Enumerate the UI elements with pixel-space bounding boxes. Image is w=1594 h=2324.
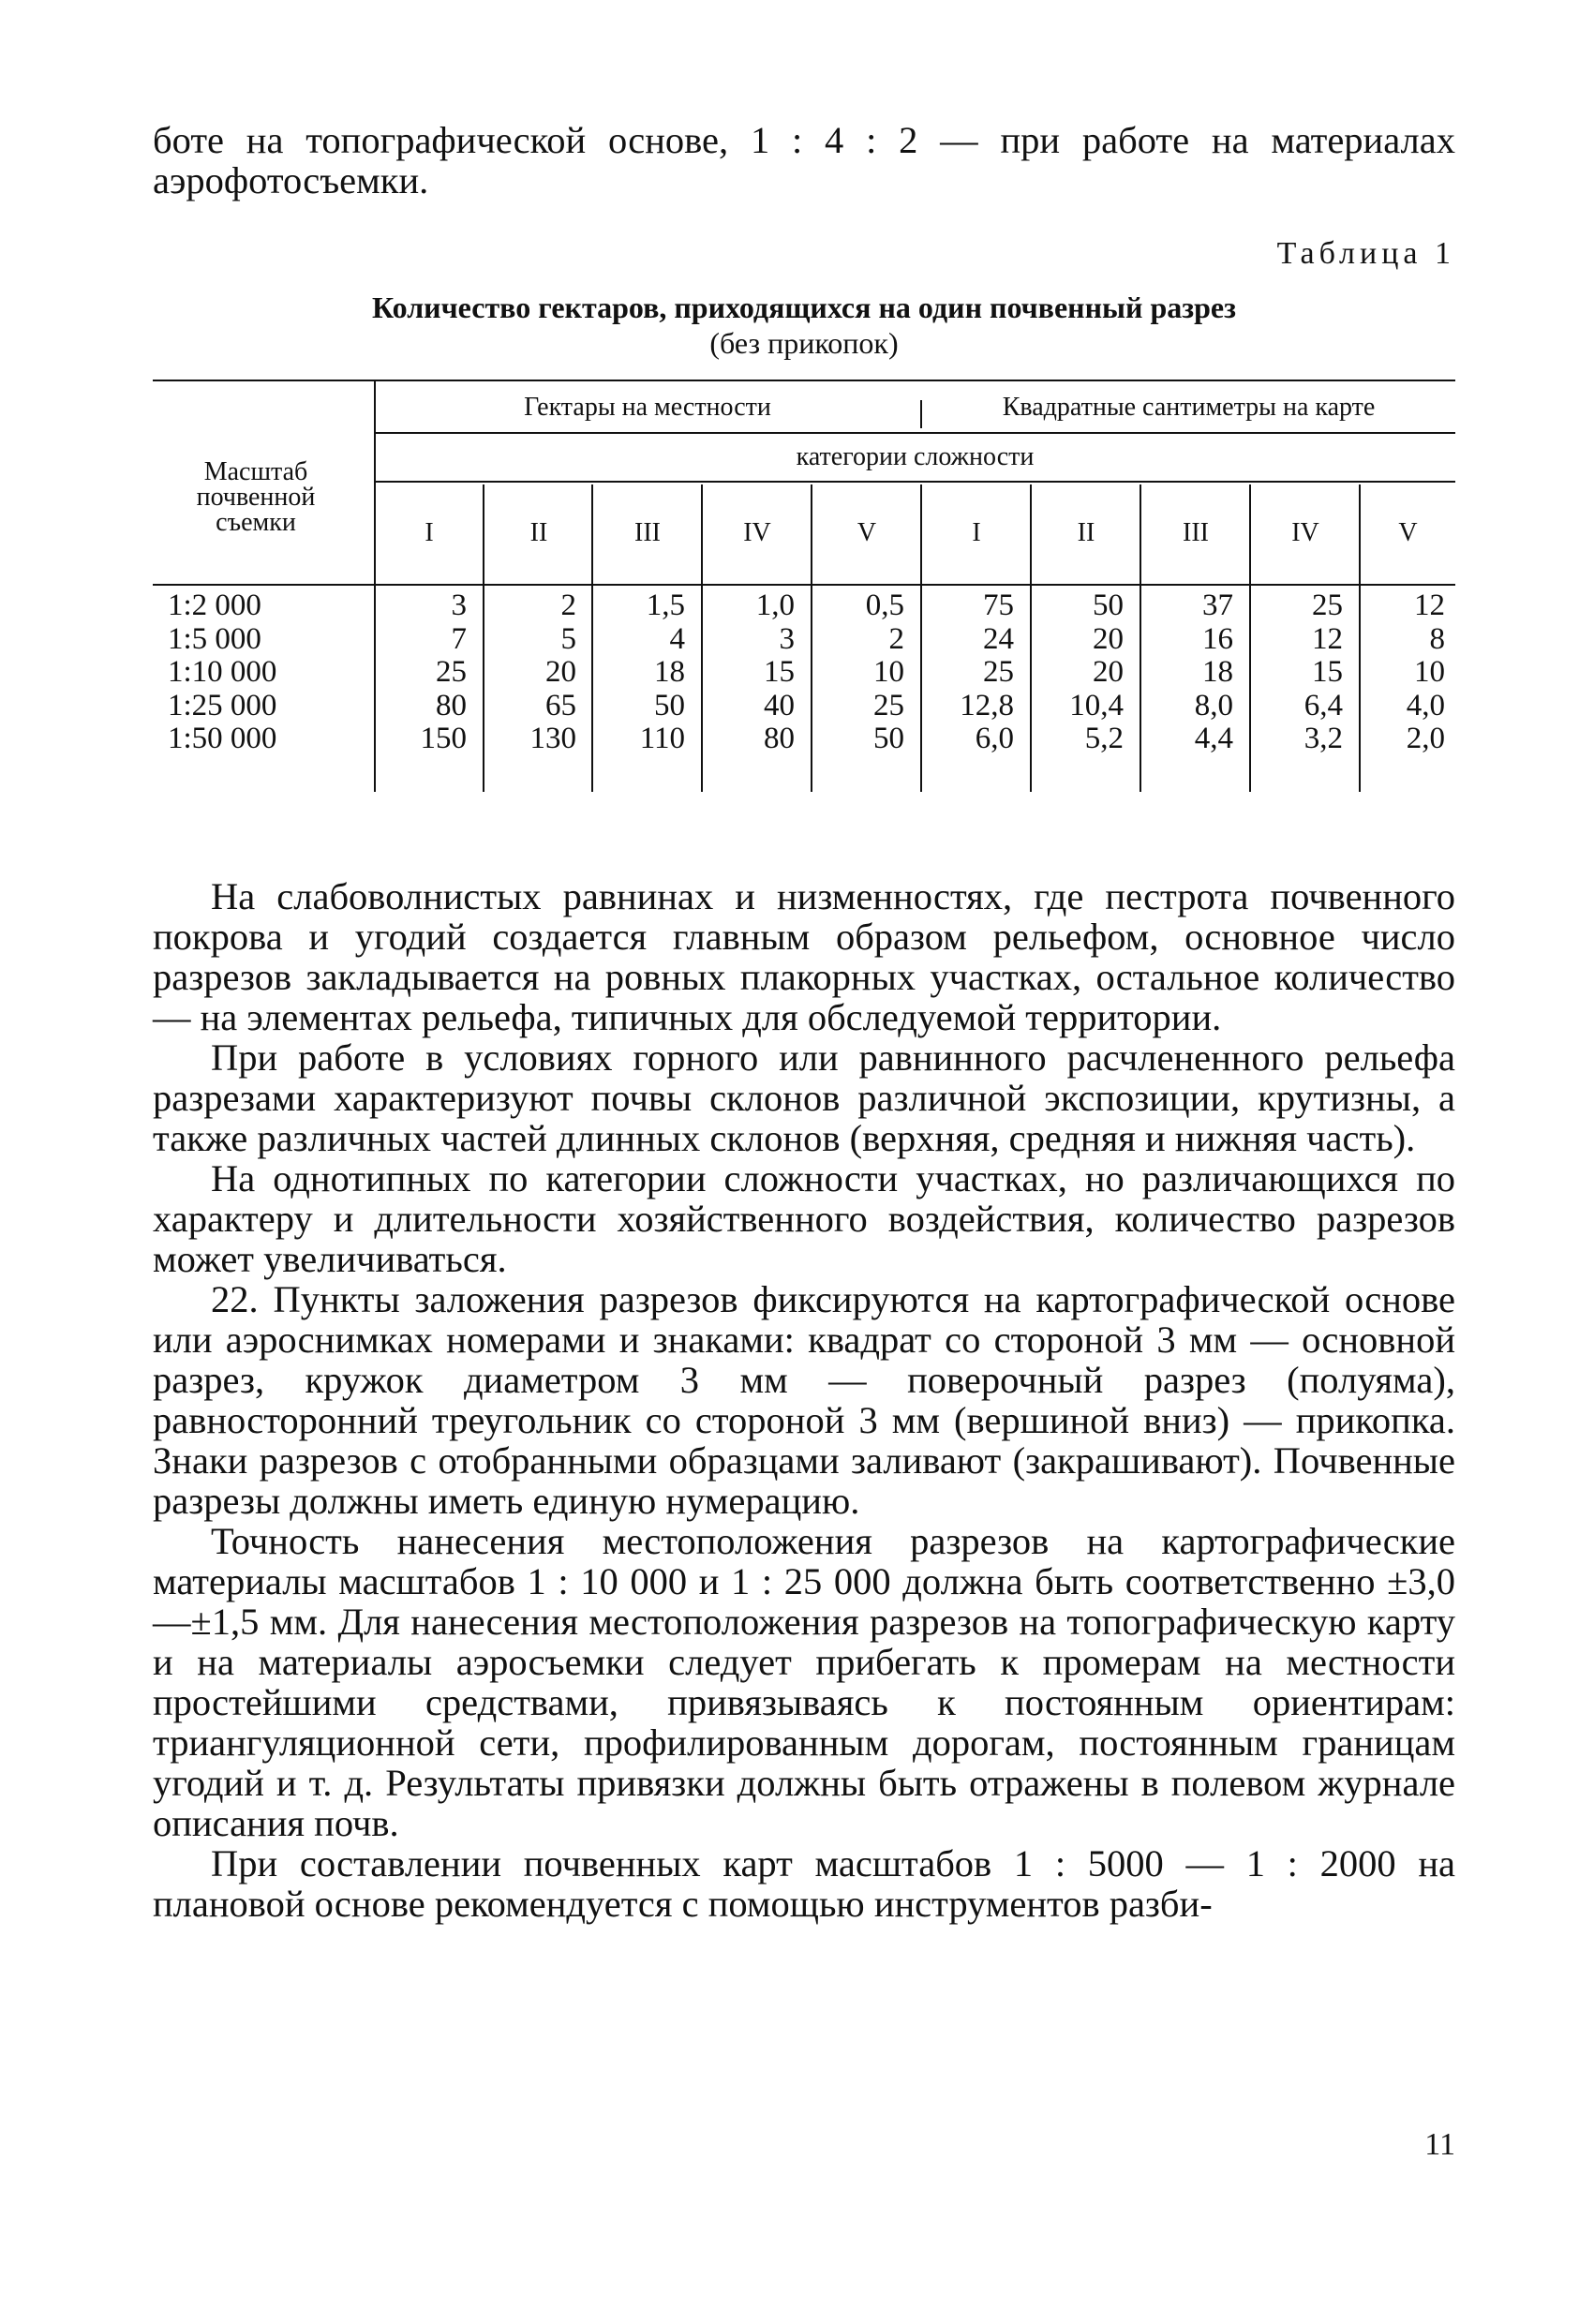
data-column (703, 589, 795, 756)
table-cell: 1,0 (755, 588, 795, 622)
category-cell: III (1183, 518, 1209, 547)
category-cell: IV (743, 518, 771, 547)
table-cell: 0,5 (865, 588, 904, 622)
table-cell: 8 (1429, 621, 1445, 656)
table-cell: 50 (654, 688, 685, 723)
table-label: Таблица 1 (1276, 236, 1455, 271)
table-cell: 24 (983, 621, 1014, 656)
table-header-bottom-rule (153, 584, 1455, 586)
data-column (1141, 589, 1233, 756)
table-cell: 2 (560, 588, 576, 622)
scale-column-header: Масштаб почвенной съемки (196, 456, 316, 537)
table-cell: 4 (669, 621, 685, 656)
paragraph: При составлении почвенных карт масштабов 1 : 5000 — 1 : 2000 на плановой основе рекомендуется с помощью инструментов разби- (153, 1842, 1455, 1925)
category-cell: II (529, 518, 548, 547)
table-cell: 18 (1202, 655, 1233, 689)
scale-cell: 1:2 000 (168, 588, 261, 622)
category-cell: V (857, 518, 877, 547)
table-cell: 4,0 (1406, 688, 1445, 723)
table-cell: 12 (1312, 621, 1343, 656)
table-group-rule (375, 432, 1455, 434)
table-cell: 80 (436, 688, 467, 723)
paragraph: Точность нанесения местоположения разрезов на картографические материалы масштабов 1 : 10 000 и 1 : 25 000 должна быть соответственно ±3,0—±1,5 мм. Для нанесения местоположения разрезов на топографическую карту и на материалы аэросъемки следует прибегать к промерам на местности простейшими средствами, привязываясь к постоянным ориентирам: триангуляционной сети, профилированным дорогам, постоянным границам угодий и т. д. Результаты привязки должны быть отражены в полевом журнале описания почв. (153, 1520, 1455, 1844)
table-cell: 25 (983, 655, 1014, 689)
category-cell: II (1077, 518, 1095, 547)
table-cell: 4,4 (1194, 722, 1233, 755)
page-number: 11 (1424, 2127, 1455, 2162)
category-header: категории сложности (796, 442, 1035, 471)
paragraph: 22. Пункты заложения разрезов фиксируются на картографической основе или аэроснимках номерами и знаками: квадрат со стороной 3 мм — основной разрез, кружок диаметром 3 мм — поверочный разрез (полуяма), равносторонний треугольник со стороной 3 мм (вершиной вниз) — прикопка. Знаки разрезов с отобранными образцами заливают (закрашивают). Почвенные разрезы должны иметь единую нумерацию. (153, 1278, 1455, 1522)
table-cell: 10,4 (1069, 688, 1124, 723)
table-cell: 80 (764, 722, 795, 755)
table-cell: 150 (420, 722, 467, 755)
scale-cell: 1:25 000 (168, 688, 277, 723)
table-cell: 10 (873, 655, 904, 689)
table-cell: 110 (639, 722, 685, 755)
scale-cell: 1:10 000 (168, 655, 277, 689)
category-cell: I (972, 518, 981, 547)
category-cell: I (425, 518, 434, 547)
table-cell: 40 (764, 688, 795, 723)
table-cell: 50 (1093, 588, 1124, 622)
table-cell: 15 (1312, 655, 1343, 689)
table-cell: 25 (873, 688, 904, 723)
table-cell: 75 (983, 588, 1014, 622)
data-column (484, 589, 576, 756)
table-cell: 7 (451, 621, 467, 656)
scale-cell: 1:50 000 (168, 722, 277, 755)
table-cell: 25 (436, 655, 467, 689)
table-cell: 50 (873, 722, 904, 755)
category-cell: V (1398, 518, 1418, 547)
table-cell: 12 (1414, 588, 1445, 622)
table-cell: 3 (779, 621, 795, 656)
data-column (593, 589, 685, 756)
paragraph: На слабоволнистых равнинах и низменностях, где пестрота почвенного покрова и угодий создается главным образом рельефом, основное число разрезов закладывается на ровных плакорных участках, остальное количество — на элементах рельефа, типичных для обследуемой территории. (153, 875, 1455, 1038)
data-column (1361, 589, 1445, 756)
table-cell: 20 (1093, 655, 1124, 689)
table-cell: 25 (1312, 588, 1343, 622)
category-cell: III (634, 518, 661, 547)
scale-cell: 1:5 000 (168, 621, 261, 656)
body-text (153, 876, 1455, 1924)
data-table (153, 380, 1455, 792)
data-column (1032, 589, 1124, 756)
paragraph: На однотипных по категории сложности участках, но различающихся по характеру и длительности хозяйственного воздействия, количество разрезов может увеличиваться. (153, 1157, 1455, 1280)
table-cell: 2,0 (1406, 722, 1445, 755)
table-cell: 6,0 (975, 722, 1014, 755)
table-cell: 3 (451, 588, 467, 622)
category-cell: IV (1291, 518, 1319, 547)
table-cell: 2 (888, 621, 904, 656)
table-cell: 3,2 (1304, 722, 1343, 755)
scale-column (168, 589, 355, 756)
data-column (1251, 589, 1343, 756)
table-cell: 65 (545, 688, 576, 723)
hectares-group-header: Гектары на местности (524, 393, 771, 422)
table-cell: 10 (1414, 655, 1445, 689)
table-cell: 20 (545, 655, 576, 689)
cm-group-header: Квадратные сантиметры на карте (1002, 393, 1376, 422)
table-top-rule (153, 380, 1455, 381)
table-cell: 1,5 (646, 588, 685, 622)
table-cell: 37 (1202, 588, 1233, 622)
table-cell: 20 (1093, 621, 1124, 656)
data-column (375, 589, 467, 756)
intro-paragraph: боте на топографической основе, 1 : 4 : 2 — при работе на материалах аэрофотосъемки. (153, 119, 1455, 201)
table-cell: 16 (1202, 621, 1233, 656)
table-cell: 15 (764, 655, 795, 689)
table-cell: 8,0 (1194, 688, 1233, 723)
table-category-rule (375, 481, 1455, 483)
table-subtitle: (без прикопок) (709, 326, 899, 360)
table-cell: 18 (654, 655, 685, 689)
data-column (812, 589, 904, 756)
table-cell: 130 (529, 722, 576, 755)
paragraph: При работе в условиях горного или равнинного расчлененного рельефа разрезами характеризуют почвы склонов различной экспозиции, крутизны, а также различных частей длинных склонов (верхняя, средняя и нижняя часть). (153, 1036, 1455, 1159)
table-cell: 12,8 (960, 688, 1014, 723)
table-cell: 6,4 (1304, 688, 1343, 723)
table-cell: 5 (560, 621, 576, 656)
table-cell: 5,2 (1084, 722, 1124, 755)
data-column (922, 589, 1014, 756)
table-title: Количество гектаров, приходящихся на один почвенный разрез (372, 290, 1236, 324)
